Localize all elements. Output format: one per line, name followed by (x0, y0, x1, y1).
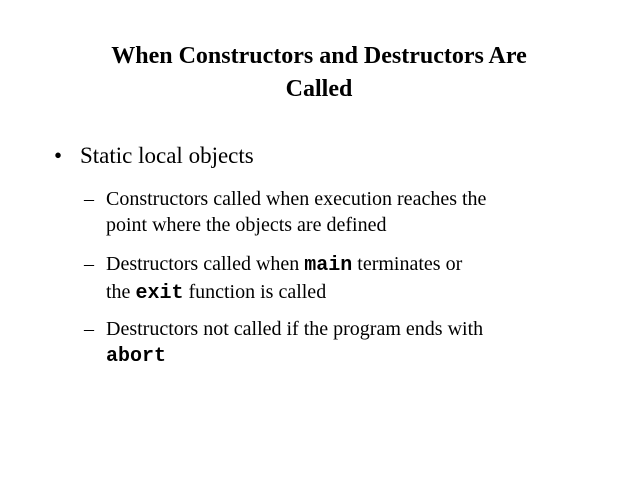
sub-bullet-constructors (106, 186, 606, 238)
sub-bullet-destructors-main (106, 251, 606, 307)
sub-bullet-marker-1: – (84, 188, 94, 210)
sub-bullet-3-line-1: Destructors not called if the program ends with (106, 318, 484, 340)
sub-bullet-2-line-2 (106, 279, 606, 307)
sub-bullet-2-line-1 (106, 251, 606, 279)
sub-bullet-marker-3: – (84, 318, 94, 340)
sub-bullet-destructors-abort (106, 316, 606, 370)
code-exit: exit (135, 282, 184, 305)
code-abort: abort (106, 345, 167, 368)
sub-bullet-3-line-2 (106, 342, 606, 370)
slide-title-line-2: Called (285, 76, 353, 102)
sub-bullet-1-line-1: Constructors called when execution reaches the (106, 188, 487, 210)
sub-bullet-2-line-2-pre: the (106, 281, 136, 303)
code-main: main (304, 254, 353, 277)
slide-title-line-1: When Constructors and Destructors Are (111, 43, 527, 69)
sub-bullet-marker-2: – (84, 253, 94, 275)
sub-bullet-1-line-2: point where the objects are defined (106, 214, 387, 236)
sub-bullet-2-line-1-post: terminates or (352, 253, 463, 275)
slide-title (0, 40, 638, 106)
sub-bullet-2-line-2-post: function is called (183, 281, 327, 303)
bullet-static-local-objects: Static local objects (80, 143, 254, 168)
sub-bullet-2-line-1-pre: Destructors called when (106, 253, 305, 275)
bullet-marker: • (54, 143, 63, 168)
